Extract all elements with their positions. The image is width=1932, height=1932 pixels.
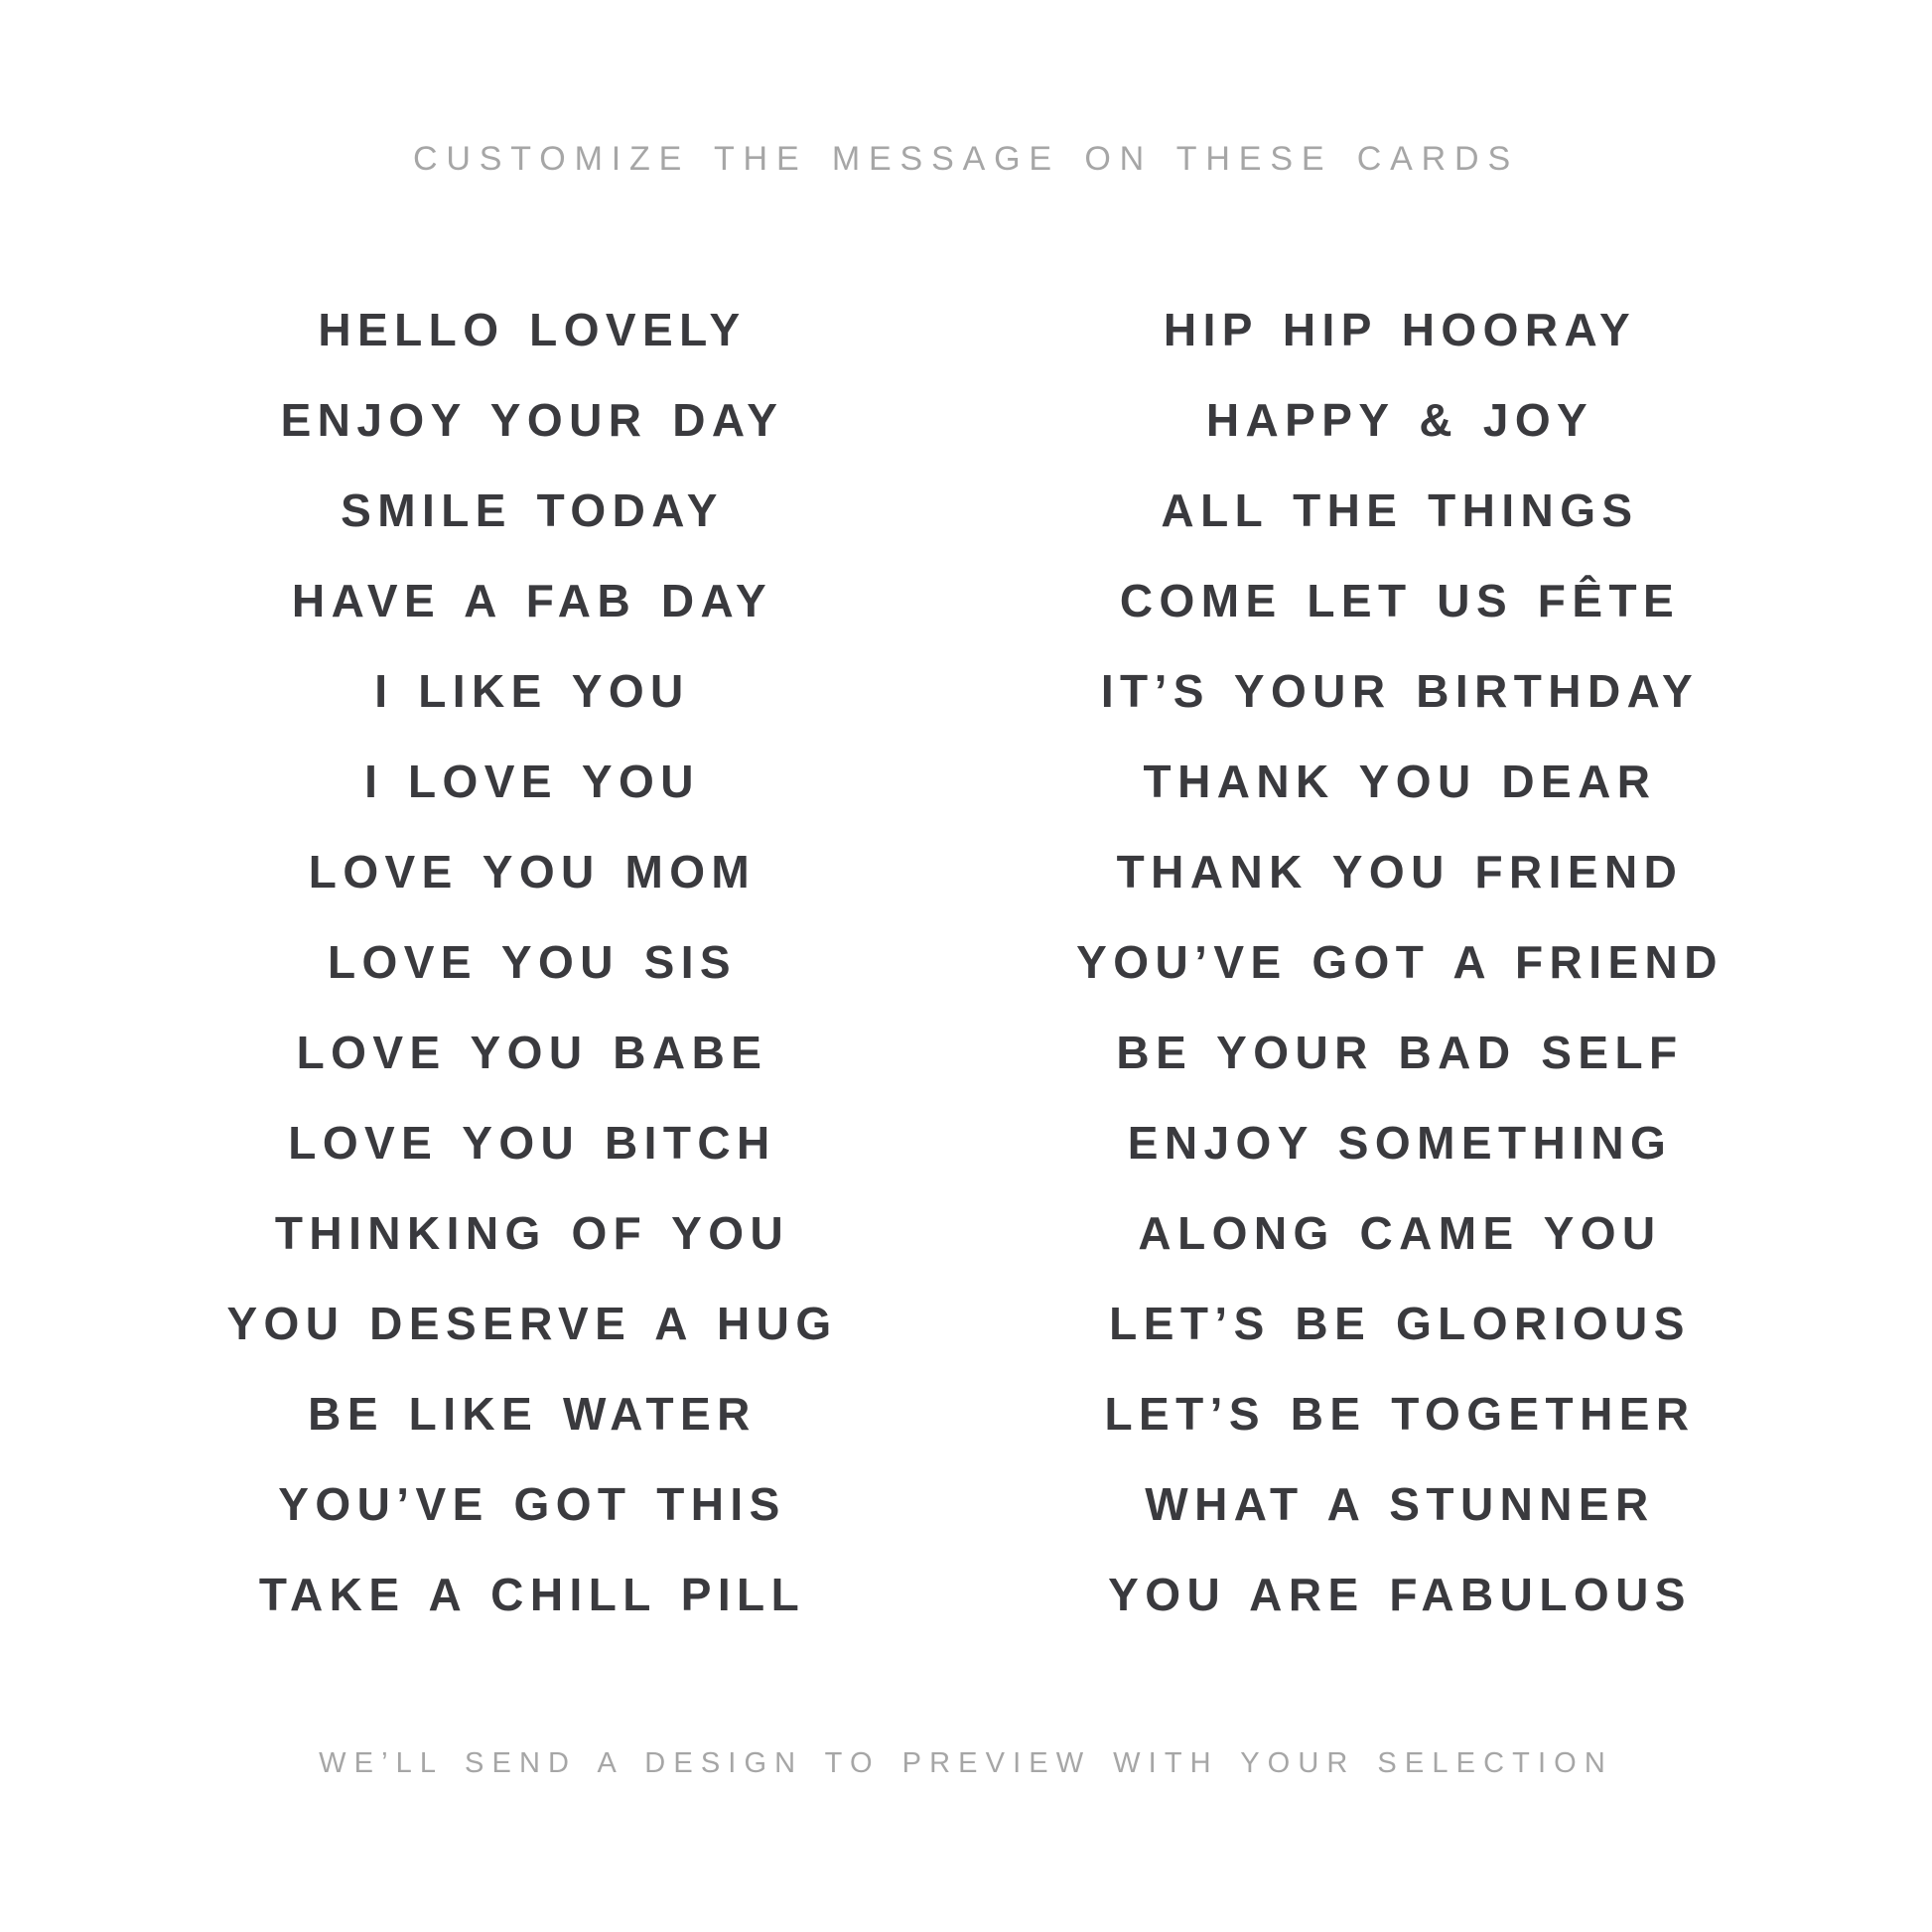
message-item: IT’S YOUR BIRTHDAY: [1100, 664, 1700, 717]
message-item: YOU’VE GOT THIS: [278, 1477, 786, 1530]
footer-note: WE’LL SEND A DESIGN TO PREVIEW WITH YOUR SELECTION: [319, 1747, 1613, 1779]
message-item: ENJOY YOUR DAY: [280, 393, 784, 446]
message-item: LOVE YOU SIS: [327, 935, 738, 988]
message-item: ALONG CAME YOU: [1138, 1206, 1662, 1259]
message-item: LET’S BE TOGETHER: [1104, 1387, 1696, 1440]
message-columns: [98, 284, 1834, 1639]
message-item: THANK YOU DEAR: [1143, 755, 1657, 807]
message-item: THANK YOU FRIEND: [1116, 845, 1684, 897]
message-item: BE YOUR BAD SELF: [1116, 1026, 1684, 1078]
message-item: YOU’VE GOT A FRIEND: [1076, 935, 1724, 988]
message-item: HAPPY & JOY: [1205, 393, 1594, 446]
message-item: SMILE TODAY: [341, 483, 724, 536]
message-item: LOVE YOU BABE: [296, 1026, 768, 1078]
message-item: BE LIKE WATER: [308, 1387, 757, 1440]
message-item: TAKE A CHILL PILL: [258, 1568, 806, 1620]
header-title: CUSTOMIZE THE MESSAGE ON THESE CARDS: [413, 140, 1519, 178]
message-column-right: [966, 284, 1834, 1639]
message-item: HAVE A FAB DAY: [291, 574, 773, 626]
message-item: I LIKE YOU: [374, 664, 690, 717]
message-item: THINKING OF YOU: [274, 1206, 790, 1259]
message-item: HELLO LOVELY: [318, 303, 747, 355]
message-item: ENJOY SOMETHING: [1127, 1116, 1673, 1169]
message-item: YOU ARE FABULOUS: [1108, 1568, 1692, 1620]
message-item: LOVE YOU BITCH: [288, 1116, 776, 1169]
message-item: ALL THE THINGS: [1161, 483, 1639, 536]
message-item: WHAT A STUNNER: [1145, 1477, 1655, 1530]
message-item: I LOVE YOU: [364, 755, 700, 807]
message-item: LOVE YOU MOM: [308, 845, 757, 897]
message-item: YOU DESERVE A HUG: [226, 1297, 838, 1349]
message-item: HIP HIP HOORAY: [1163, 303, 1637, 355]
message-column-left: [98, 284, 966, 1639]
message-item: COME LET US FÊTE: [1119, 574, 1681, 626]
message-item: LET’S BE GLORIOUS: [1109, 1297, 1691, 1349]
